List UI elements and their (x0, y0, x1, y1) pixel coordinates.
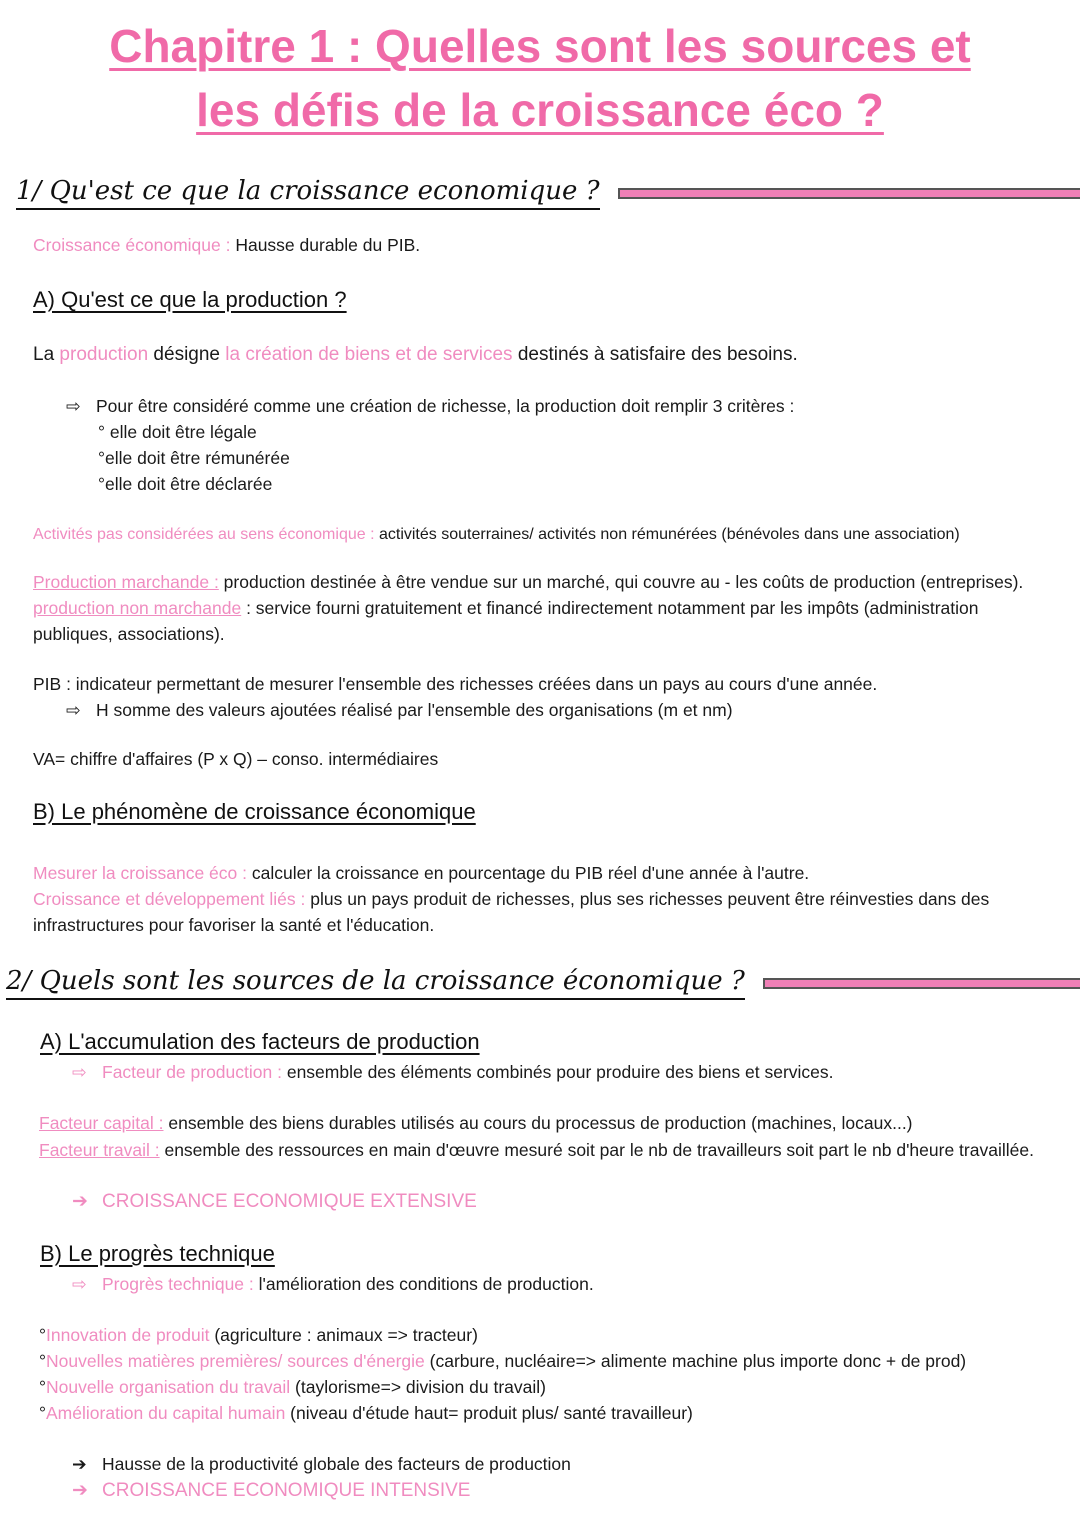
arrow-icon: ⇨ (72, 1062, 87, 1082)
progress-item: °Innovation de produit (agriculture : animaux => tracteur) (39, 1325, 478, 1345)
section-1-heading: 1/ Qu'est ce que la croissance economique ? (16, 176, 600, 210)
subsection-2a-heading: A) L'accumulation des facteurs de production (40, 1029, 480, 1054)
section-2-row (6, 966, 1080, 1000)
progres-definition: ⇨ Progrès technique : l'amélioration des conditions de production. (72, 1274, 594, 1294)
criteria-intro: ⇨ Pour être considéré comme une création de richesse, la production doit remplir 3 critères : (66, 396, 795, 416)
criterion: ° elle doit être légale (98, 422, 257, 442)
definition-croissance: Croissance économique : Hausse durable du PIB. (33, 235, 421, 255)
criterion: °elle doit être rémunérée (98, 448, 290, 468)
pib-definition: PIB : indicateur permettant de mesurer l'ensemble des richesses créées dans un pays au cours d'une année. (33, 674, 878, 694)
section-1-row (16, 176, 1080, 210)
facteur-definition: ⇨ Facteur de production : ensemble des éléments combinés pour produire des biens et services. (72, 1062, 834, 1082)
criterion: °elle doit être déclarée (98, 474, 273, 494)
subsection-1b-heading: B) Le phénomène de croissance économique (33, 799, 476, 824)
productivity-result: ➔ Hausse de la productivité globale des facteurs de production (72, 1454, 571, 1474)
section-divider (763, 978, 1080, 989)
production-definition: La production désigne la création de biens et de services destinés à satisfaire des besoins. (33, 344, 798, 365)
arrow-icon: ⇨ (72, 1274, 87, 1294)
measure-definition: Mesurer la croissance éco : calculer la croissance en pourcentage du PIB réel d'une année à l'autre. (33, 863, 810, 883)
intensive-conclusion: ➔ CROISSANCE ECONOMIQUE INTENSIVE (72, 1480, 471, 1501)
production-marchande: Production marchande : production destinée à être vendue sur un marché, qui couvre au - les coûts de production (entreprises). (33, 572, 1024, 592)
arrow-icon: ➔ (72, 1454, 87, 1474)
activities-definition: Activités pas considérées au sens économique : activités souterraines/ activités non rémunérées (bénévoles dans une association) (33, 526, 960, 543)
subsection-1a-heading: A) Qu'est ce que la production ? (33, 287, 347, 312)
progress-item: °Nouvelles matières premières/ sources d'énergie (carbure, nucléaire=> alimente machine plus importe donc + de prod) (39, 1351, 967, 1371)
progress-item: °Amélioration du capital humain (niveau d'étude haut= produit plus/ santé travailleur) (39, 1403, 693, 1423)
travail-definition: Facteur travail : ensemble des ressources en main d'œuvre mesuré soit par le nb de travailleurs soit part le nb d'heure travaillée. (39, 1140, 1034, 1160)
arrow-icon: ➔ (72, 1191, 88, 1212)
link-definition: Croissance et développement liés : plus un pays produit de richesses, plus ses richesses peuvent être réinvesties dans des (33, 889, 990, 909)
va-formula: VA= chiffre d'affaires (P x Q) – conso. intermédiaires (33, 749, 439, 769)
chapter-title-line1: Chapitre 1 : Quelles sont les sources et (109, 20, 971, 72)
link-definition-cont: infrastructures pour favoriser la santé et l'éducation. (33, 915, 435, 935)
arrow-icon: ⇨ (66, 396, 81, 416)
subsection-2b-heading: B) Le progrès technique (40, 1241, 275, 1266)
section-divider (618, 188, 1080, 199)
extensive-conclusion: ➔ CROISSANCE ECONOMIQUE EXTENSIVE (72, 1191, 477, 1212)
chapter-title-line2: les défis de la croissance éco ? (196, 84, 884, 136)
progress-item: °Nouvelle organisation du travail (taylorisme=> division du travail) (39, 1377, 546, 1397)
capital-definition: Facteur capital : ensemble des biens durables utilisés au cours du processus de production (machines, locaux...) (39, 1113, 913, 1133)
section-2-heading: 2/ Quels sont les sources de la croissance économique ? (6, 966, 745, 1000)
pib-sub: ⇨ H somme des valeurs ajoutées réalisé par l'ensemble des organisations (m et nm) (66, 700, 733, 720)
production-non-marchande: production non marchande : service fourni gratuitement et financé indirectement notamment par les impôts (administration (33, 598, 979, 618)
production-non-marchande-cont: publiques, associations). (33, 624, 225, 644)
arrow-icon: ➔ (72, 1480, 88, 1501)
arrow-icon: ⇨ (66, 700, 81, 720)
